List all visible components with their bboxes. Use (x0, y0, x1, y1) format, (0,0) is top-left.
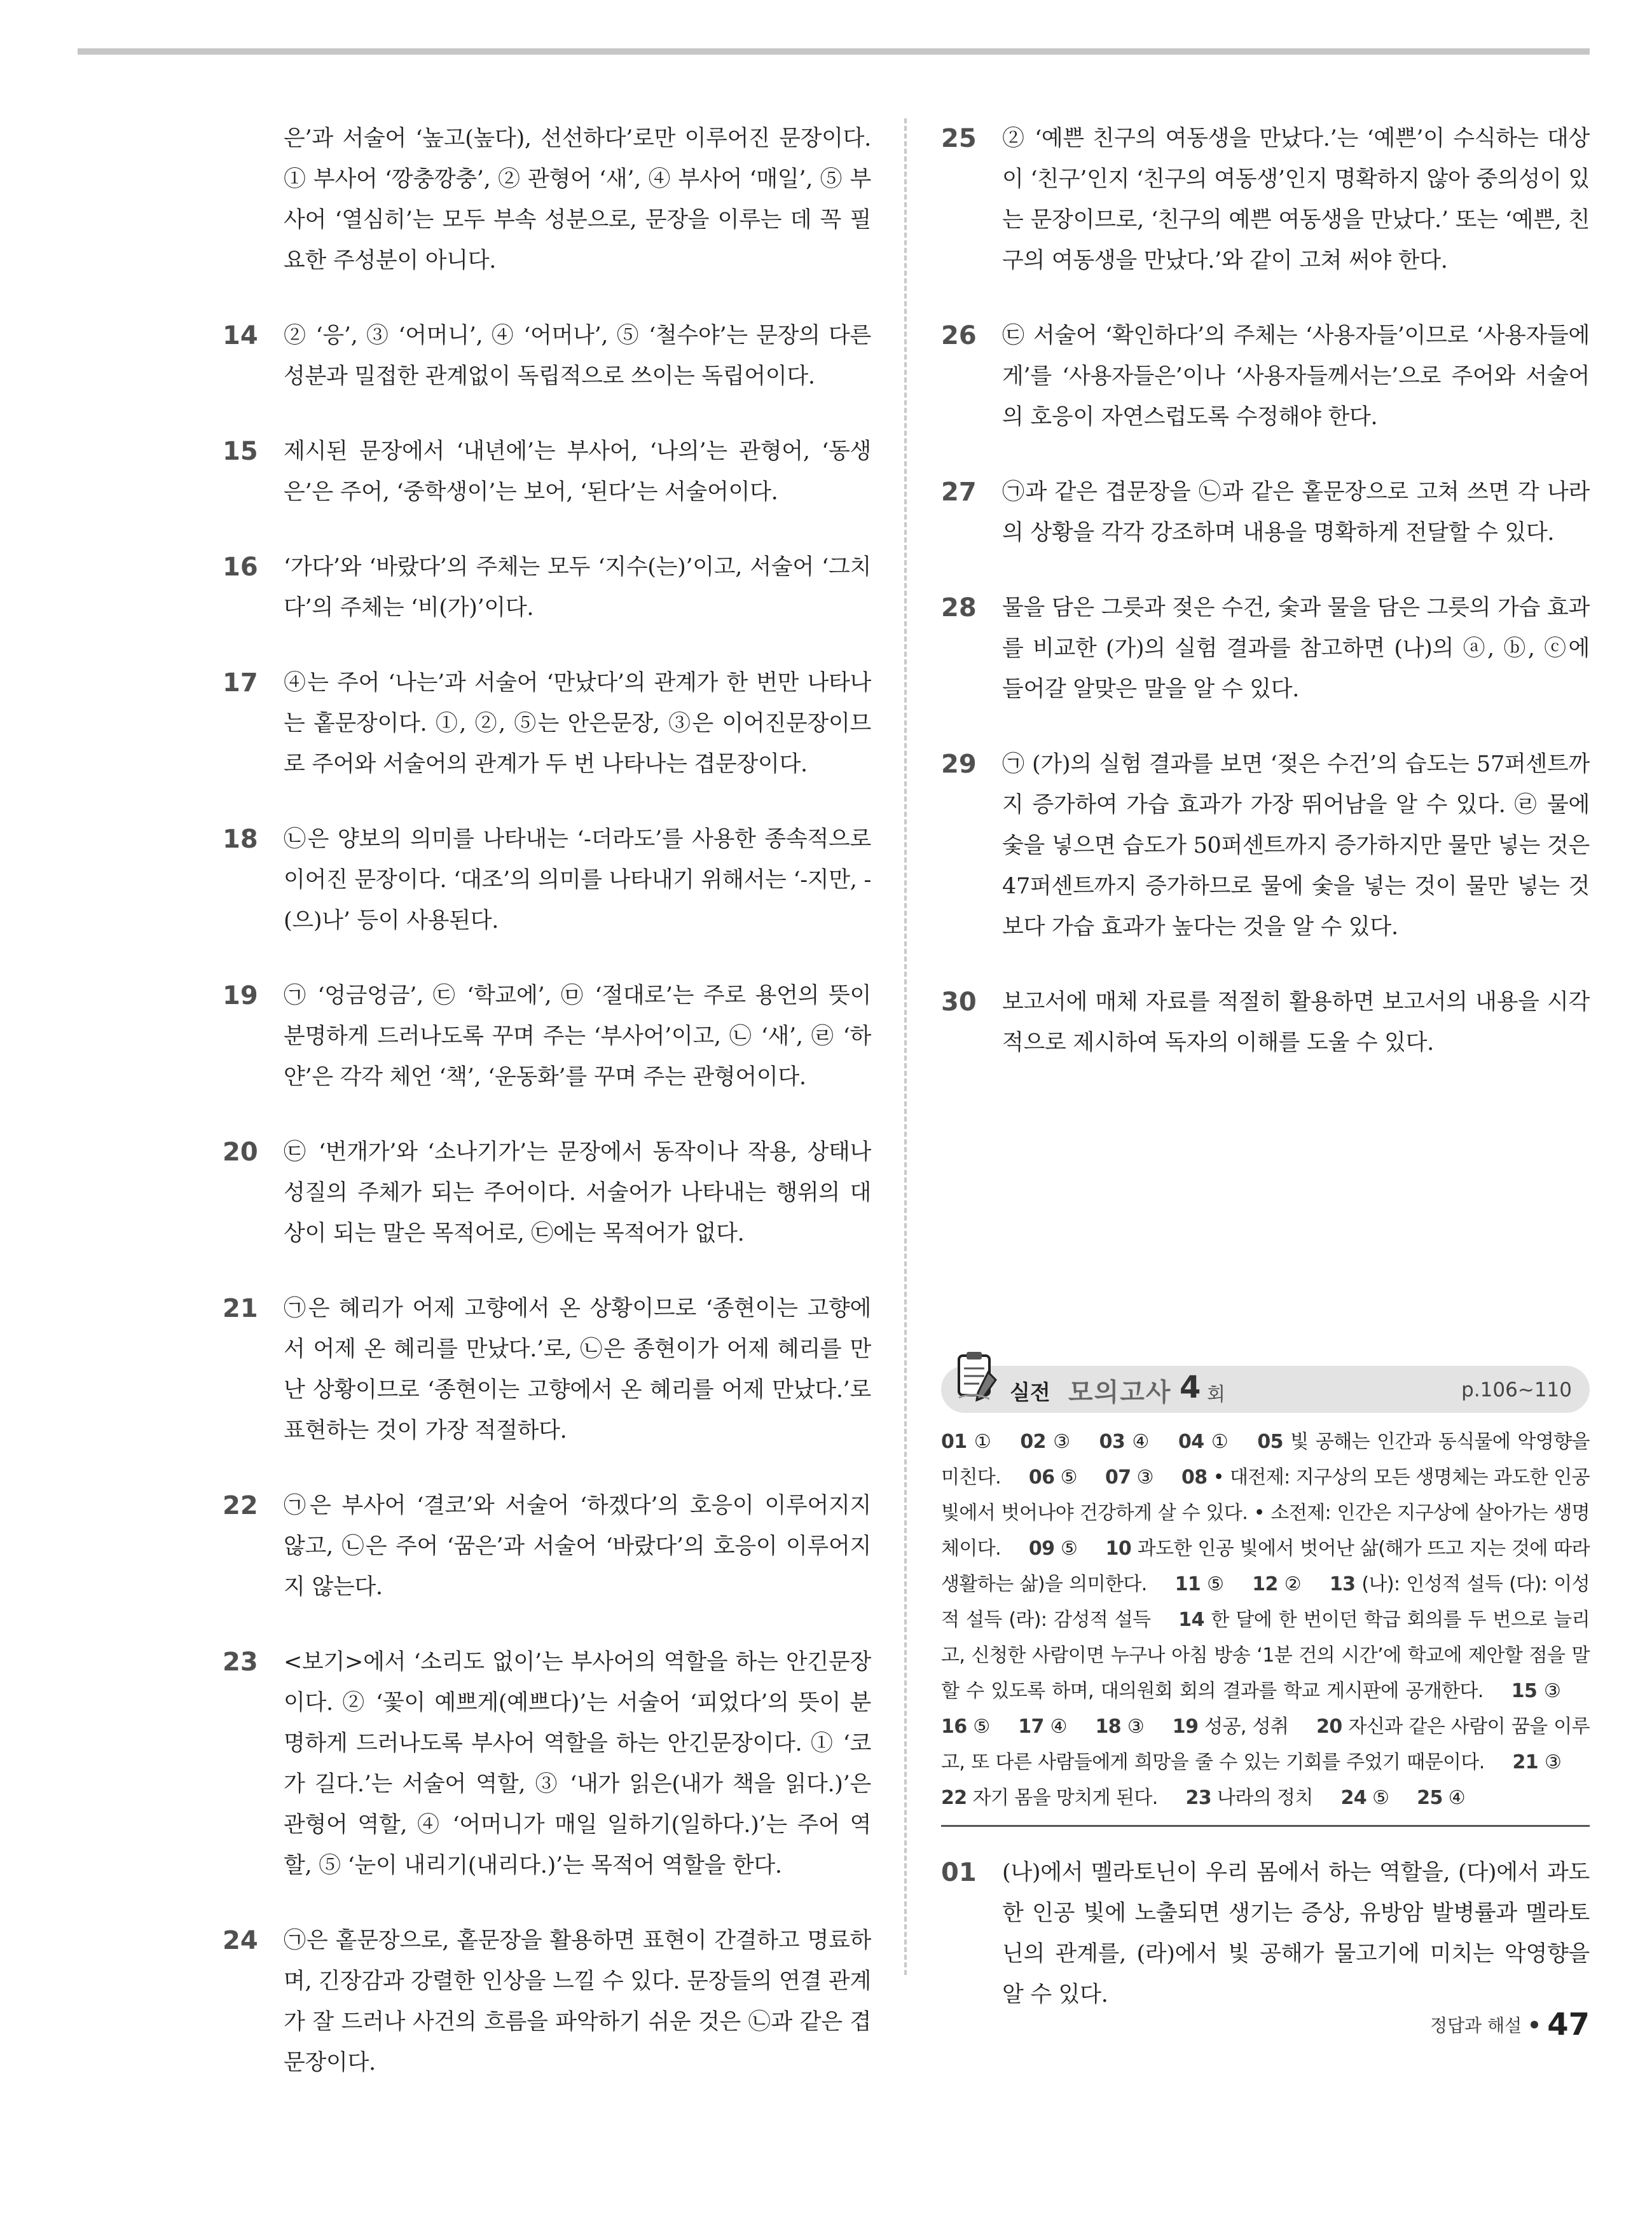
answer-number: 10 (1105, 1538, 1132, 1560)
answer-entry (1252, 1573, 1302, 1595)
item-number: 21 (223, 1294, 258, 1323)
answer-number: 21 (1512, 1751, 1539, 1773)
answer-value: 과도한 인공 빛에서 벗어난 삶(해가 뜨고 지는 것에 따라 생활하는 삶)을 의미한다. (941, 1538, 1590, 1595)
answer-item (941, 744, 1590, 947)
item-text: (나)에서 멜라토닌이 우리 몸에서 하는 역할을, (다)에서 과도한 인공 빛에 노출되면 생기는 증상, 유방암 발병률과 멜라토닌의 관계를, (라)에서 빛 공해가 물고기에 미치는 악영향을 알 수 있다. (1002, 1860, 1590, 2007)
item-number: 18 (223, 825, 258, 854)
answer-number: 18 (1095, 1716, 1122, 1738)
answer-number: 01 (941, 1431, 967, 1453)
answer-entry (1417, 1787, 1465, 1809)
answer-value: • 대전제: 지구상의 모든 생명체는 과도한 인공 빛에서 벗어나야 건강하게 살 수 있다. • 소전제: 인간은 지구상에 살아가는 생명체이다. (941, 1466, 1590, 1560)
answer-number: 07 (1105, 1466, 1131, 1489)
answer-entry (1341, 1787, 1389, 1809)
answer-number: 16 (941, 1716, 967, 1738)
answer-item (223, 663, 871, 785)
answer-value: ③ (1127, 1716, 1145, 1738)
answer-value: ⑤ (1207, 1573, 1225, 1595)
answer-entry (941, 1431, 993, 1453)
mock-exam-round: 4 (1180, 1370, 1201, 1405)
answer-number: 05 (1257, 1431, 1283, 1453)
answer-key (941, 1424, 1590, 1816)
answer-item (941, 118, 1590, 281)
page-number: 47 (1547, 2007, 1590, 2042)
item-number: 20 (223, 1138, 258, 1167)
answer-number: 12 (1252, 1573, 1278, 1595)
item-text: ㉠ ‘엉금엉금’, ㉢ ‘학교에’, ㉤ ‘절대로’는 주로 용언의 뜻이 분명하게 드러나도록 꾸며 주는 ‘부사어’이고, ㉡ ‘새’, ㉣ ‘하얀’은 각각 체언 ‘책’, ‘운동화’를 꾸며 주는 관형어이다. (284, 983, 871, 1090)
item-number: 25 (941, 124, 977, 153)
answer-item (223, 819, 871, 941)
answer-item (941, 588, 1590, 710)
answer-value: ⑤ (1060, 1466, 1078, 1489)
answer-value: ④ (1050, 1716, 1068, 1738)
item-text: ㉡은 양보의 의미를 나타내는 ‘-더라도’를 사용한 종속적으로 이어진 문장이다. ‘대조’의 의미를 나타내기 위해서는 ‘-지만, -(으)나’ 등이 사용된다. (284, 827, 871, 933)
answer-number: 15 (1511, 1680, 1538, 1702)
answer-entry (1173, 1716, 1289, 1738)
answer-value: ③ (1544, 1751, 1562, 1773)
answer-value: 자기 몸을 망치게 된다. (972, 1787, 1158, 1809)
answer-number: 20 (1316, 1716, 1342, 1738)
footer-dot (1531, 2021, 1538, 2028)
item-number: 29 (941, 750, 977, 779)
item-number: 19 (223, 981, 258, 1010)
item-text: 보고서에 매체 자료를 적절히 활용하면 보고서의 내용을 시각적으로 제시하여 독자의 이해를 도울 수 있다. (1002, 989, 1590, 1056)
answer-value: (나): 인성적 설득 (다): 이성적 설득 (라): 감성적 설득 (941, 1573, 1590, 1631)
item-number: 27 (941, 478, 977, 507)
answer-value: ④ (1132, 1431, 1151, 1453)
answer-number: 24 (1340, 1787, 1367, 1809)
answer-entry (1511, 1680, 1562, 1702)
item-text: ② ‘예쁜 친구의 여동생을 만났다.’는 ‘예쁜’이 수식하는 대상이 ‘친구’인지 ‘친구의 여동생’인지 명확하지 않아 중의성이 있는 문장이므로, ‘친구의 예쁜 여동생을 만났다.’ 또는 ‘예쁜, 친구의 여동생을 만났다.’와 같이 고쳐 써야 한다. (1002, 126, 1590, 273)
answer-number: 11 (1174, 1573, 1201, 1595)
item-text: ㉠은 홑문장으로, 홑문장을 활용하면 표현이 간결하고 명료하며, 긴장감과 강렬한 인상을 느낄 수 있다. 문장들의 연결 관계가 잘 드러나 사건의 흐름을 파악하기 쉬운 것은 ㉡과 같은 겹문장이다. (284, 1928, 871, 2075)
answer-entry (1178, 1431, 1230, 1453)
item-number: 26 (941, 321, 977, 350)
answer-value: 성공, 성취 (1204, 1716, 1289, 1738)
answer-value: ② (1284, 1573, 1302, 1595)
page-footer (1430, 2007, 1590, 2042)
mock-exam-page-ref: p.106~110 (1461, 1379, 1572, 1401)
left-items (223, 315, 871, 2083)
answer-value: 한 달에 한 번이던 학급 회의를 두 번으로 늘리고, 신청한 사람이면 누구나 아침 방송 ‘1분 건의 시간’에 학교에 제안할 점을 말할 수 있도록 하며, 대의원회 회의 결과를 학교 게시판에 공개한다. (941, 1609, 1590, 1702)
answer-number: 04 (1178, 1431, 1204, 1453)
answer-item (223, 1485, 871, 1607)
answer-number: 06 (1028, 1466, 1055, 1489)
item-number: 16 (223, 553, 258, 582)
answer-item (941, 982, 1590, 1063)
item-number: 24 (223, 1926, 258, 1955)
item-number: 22 (223, 1491, 258, 1520)
answer-item (941, 315, 1590, 437)
answer-value: ③ (1136, 1466, 1154, 1489)
answer-number: 03 (1099, 1431, 1125, 1453)
item-text: ‘가다’와 ‘바랐다’의 주체는 모두 ‘지수(는)’이고, 서술어 ‘그치다’의 주체는 ‘비(가)’이다. (284, 554, 871, 621)
answer-item (223, 975, 871, 1098)
right-items (941, 118, 1590, 1063)
answer-item (223, 1642, 871, 1886)
item-text: ㉢ 서술어 ‘확인하다’의 주체는 ‘사용자들’이므로 ‘사용자들에게’를 ‘사용자들은’이나 ‘사용자들께서는’으로 주어와 서술어의 호응이 자연스럽도록 수정해야 한다. (1002, 323, 1590, 430)
answer-number: 19 (1172, 1716, 1199, 1738)
answer-number: 02 (1020, 1431, 1046, 1453)
mock-exam-header (941, 1366, 1590, 1413)
answer-item (223, 547, 871, 628)
answer-value: ⑤ (973, 1716, 991, 1738)
item-text: ④는 주어 ‘나는’과 서술어 ‘만났다’의 관계가 한 번만 나타나는 홑문장이다. ①, ②, ⑤는 안은문장, ③은 이어진문장이므로 주어와 서술어의 관계가 두 번 나타나는 겹문장이다. (284, 670, 871, 777)
item-text: 물을 담은 그릇과 젖은 수건, 숯과 물을 담은 그릇의 가습 효과를 비교한 (가)의 실험 결과를 참고하면 (나)의 ⓐ, ⓑ, ⓒ에 들어갈 알맞은 말을 알 수 있다. (1002, 595, 1590, 702)
answer-value: ① (1211, 1431, 1230, 1453)
answer-item (223, 1920, 871, 2083)
item-number: 01 (941, 1858, 977, 1887)
answer-entry (1096, 1716, 1145, 1738)
item-text: ㉠ (가)의 실험 결과를 보면 ‘젖은 수건’의 습도는 57퍼센트까지 증가하여 가습 효과가 가장 뛰어남을 알 수 있다. ㉣ 물에 숯을 넣으면 습도가 50퍼센트까지 증가하지만 물만 넣는 것은 47퍼센트까지 증가하므로 물에 숯을 넣는 것이 물만 넣는 것보다 가습 효과가 높다는 것을 알 수 있다. (1002, 752, 1590, 940)
answer-item (941, 1852, 1590, 2015)
answer-entry (1175, 1573, 1225, 1595)
answer-value: 자신과 같은 사람이 꿈을 이루고, 또 다른 사람들에게 희망을 줄 수 있는 기회를 주었기 때문이다. (941, 1716, 1590, 1773)
answer-value: ③ (1053, 1431, 1071, 1453)
footer-label: 정답과 해설 (1430, 2015, 1522, 2036)
answer-number: 25 (1417, 1787, 1443, 1809)
explanation-items (941, 1852, 1590, 2015)
answer-item (223, 431, 871, 513)
item-number: 17 (223, 668, 258, 698)
answer-entry (1020, 1431, 1071, 1453)
notepad-pencil-icon (954, 1347, 1000, 1404)
answer-number: 09 (1028, 1538, 1055, 1560)
answer-entry (1185, 1787, 1312, 1809)
left-column (223, 118, 871, 2117)
answer-value: ① (974, 1431, 993, 1453)
right-column (941, 118, 1590, 2049)
top-rule (78, 48, 1590, 55)
answer-number: 23 (1185, 1787, 1212, 1809)
answer-value: ③ (1544, 1680, 1562, 1702)
answer-entry (1018, 1716, 1067, 1738)
item-number: 28 (941, 593, 977, 623)
answer-item (223, 1132, 871, 1254)
mock-exam-name: 모의고사 (1068, 1378, 1172, 1407)
answer-entry (1099, 1431, 1151, 1453)
item-text: ㉠은 부사어 ‘결코’와 서술어 ‘하겠다’의 호응이 이루어지지 않고, ㉡은 주어 ‘꿈은’과 서술어 ‘바랐다’의 호응이 이루어지지 않는다. (284, 1493, 871, 1600)
answer-value: 빛 공해는 인간과 동식물에 악영향을 미친다. (941, 1431, 1590, 1489)
item-number: 30 (941, 988, 977, 1017)
item-text: ㉠은 혜리가 어제 고향에서 온 상황이므로 ‘종현이는 고향에서 어제 온 혜리를 만났다.’로, ㉡은 종현이가 어제 혜리를 만난 상황이므로 ‘종현이는 고향에서 온 혜리를 어제 만났다.’로 표현하는 것이 가장 적절하다. (284, 1296, 871, 1443)
item-text: 은’과 서술어 ‘높고(높다), 선선하다’로만 이루어진 문장이다. ① 부사어 ‘깡충깡충’, ② 관형어 ‘새’, ④ 부사어 ‘매일’, ⑤ 부사어 ‘열심히’는 모두 부속 성분으로, 문장을 이루는 데 꼭 필요한 주성분이 아니다. (284, 126, 871, 273)
answer-entry (1105, 1466, 1153, 1489)
item-text: ㉢ ‘번개가’와 ‘소나기가’는 문장에서 동작이나 작용, 상태나 성질의 주체가 되는 주어이다. 서술어가 나타내는 행위의 대상이 되는 말은 목적어로, ㉢에는 목적어가 없다. (284, 1139, 871, 1246)
answer-item (941, 472, 1590, 553)
item-text: ② ‘응’, ③ ‘어머니’, ④ ‘어머나’, ⑤ ‘철수야’는 문장의 다른 성분과 밀접한 관계없이 독립적으로 쓰이는 독립어이다. (284, 323, 871, 389)
answer-value: ⑤ (1372, 1787, 1389, 1809)
answer-value: 나라의 정치 (1216, 1787, 1313, 1809)
mock-exam-unit: 회 (1207, 1384, 1225, 1406)
answer-value: ④ (1448, 1787, 1466, 1809)
answer-entry (1029, 1538, 1078, 1560)
item-number: 15 (223, 437, 258, 466)
mock-exam-section (941, 1366, 1590, 2015)
item-number: 14 (223, 321, 258, 350)
answer-entry (941, 1716, 990, 1738)
answer-entry (1029, 1466, 1077, 1489)
answer-entry (941, 1787, 1158, 1809)
answer-item (223, 1288, 871, 1451)
item-text: <보기>에서 ‘소리도 없이’는 부사어의 역할을 하는 안긴문장이다. ② ‘꽃이 예쁘게(예쁘다)’는 서술어 ‘피었다’의 뜻이 분명하게 드러나도록 부사어 역할을 하는 안긴문장이다. ① ‘코가 길다.’는 서술어 역할, ③ ‘내가 읽은(내가 책을 읽다.)’은 관형어 역할, ④ ‘어머니가 매일 일하기(일하다.)’는 주어 역할, ⑤ ‘눈이 내리기(내리다.)’는 목적어 역할을 한다. (284, 1649, 871, 1878)
answer-number: 17 (1018, 1716, 1044, 1738)
answer-number: 14 (1178, 1609, 1204, 1631)
answer-value: ⑤ (1060, 1538, 1078, 1560)
item-number: 23 (223, 1648, 258, 1677)
answer-number: 13 (1329, 1573, 1356, 1595)
column-divider (904, 118, 907, 1975)
mock-exam-label: 실전 (1010, 1380, 1050, 1405)
answer-entry (1512, 1751, 1562, 1773)
answer-item (223, 315, 871, 397)
continuation-item (223, 118, 871, 281)
answer-number: 08 (1181, 1466, 1208, 1489)
item-text: 제시된 문장에서 ‘내년에’는 부사어, ‘나의’는 관형어, ‘동생은’은 주어, ‘중학생이’는 보어, ‘된다’는 서술어이다. (284, 439, 871, 505)
item-text: ㉠과 같은 겹문장을 ㉡과 같은 홑문장으로 고쳐 쓰면 각 나라의 상황을 각각 강조하며 내용을 명확하게 전달할 수 있다. (1002, 479, 1590, 546)
answer-number: 22 (941, 1787, 967, 1809)
answer-key-rule (941, 1825, 1590, 1827)
